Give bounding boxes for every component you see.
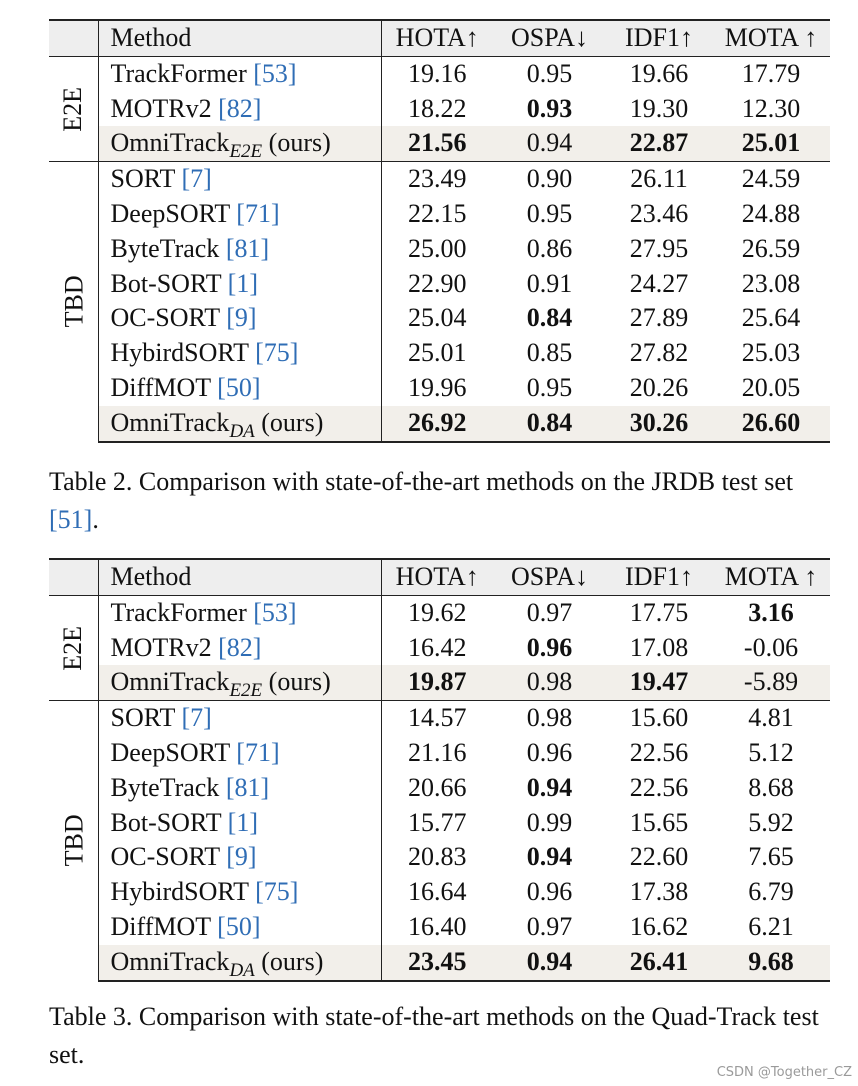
group-label: TBD [59, 814, 89, 867]
group-header-cell [49, 559, 98, 595]
mota-value: 5.12 [748, 737, 794, 767]
idf1-value: 19.30 [629, 93, 689, 123]
table-row [49, 595, 830, 630]
method-cell [98, 126, 381, 161]
table-3-caption [49, 998, 839, 1074]
method-name: DeepSORT [110, 198, 237, 228]
ospa-value: 0.86 [526, 233, 573, 263]
mota-value: 25.64 [741, 303, 801, 333]
hota-value: 19.87 [408, 667, 467, 697]
ospa-value: 0.99 [526, 807, 573, 837]
table-3 [49, 558, 830, 982]
citation-link[interactable]: [9] [226, 303, 257, 333]
mota-value: 5.92 [748, 807, 794, 837]
method-name: SORT [110, 164, 182, 194]
caption-text: Table 3. Comparison with state-of-the-art methods on the Quad-Track test set. [49, 1002, 819, 1069]
column-header-mota: MOTA ↑ [712, 20, 830, 56]
hota-value: 21.56 [408, 128, 467, 158]
idf1-value: 22.56 [629, 772, 689, 802]
table-row [49, 232, 830, 267]
ospa-value: 0.94 [526, 128, 573, 158]
citation-link[interactable]: [1] [227, 807, 258, 837]
ospa-value: 0.85 [526, 338, 573, 368]
method-name: OC-SORT [110, 842, 227, 872]
citation-link[interactable]: [7] [181, 164, 212, 194]
mota-value: 17.79 [741, 58, 801, 88]
citation-link[interactable]: [50] [217, 911, 261, 941]
hota-value: 15.77 [408, 807, 467, 837]
citation-link[interactable]: [82] [218, 632, 262, 662]
group-tbd [49, 701, 830, 981]
citation-link[interactable]: [81] [225, 772, 270, 802]
method-name: ByteTrack [110, 233, 226, 263]
table-row [49, 126, 830, 161]
hota-value: 20.66 [408, 772, 467, 802]
group-e2e [49, 595, 830, 700]
method-cell [98, 840, 381, 875]
ospa-value: 0.84 [493, 406, 606, 442]
method-name: MOTRv2 [110, 632, 219, 662]
hota-value: 14.57 [381, 701, 493, 736]
table-row [49, 371, 830, 406]
ospa-value: 0.95 [526, 58, 573, 88]
mota-value: -0.06 [743, 632, 799, 662]
mota-value: 6.79 [748, 877, 794, 907]
method-suffix: (ours) [262, 667, 331, 697]
citation-link[interactable]: [7] [181, 703, 212, 733]
ospa-value: 0.95 [526, 372, 573, 402]
method-name: HybirdSORT [110, 877, 256, 907]
citation-link[interactable]: [51] [49, 505, 93, 534]
group-tbd [49, 162, 830, 442]
hota-value: 21.16 [408, 737, 467, 767]
citation-link[interactable]: [9] [226, 842, 257, 872]
caption-text: . [92, 505, 99, 534]
ospa-value: 0.90 [493, 162, 606, 197]
idf1-value: 19.66 [629, 58, 689, 88]
citation-link[interactable]: [81] [225, 233, 270, 263]
hota-value: 22.90 [408, 268, 467, 298]
table-row [49, 771, 830, 806]
ospa-value: 0.96 [526, 632, 573, 662]
hota-value: 25.01 [408, 338, 467, 368]
method-name: ByteTrack [110, 772, 226, 802]
method-name: Bot-SORT [110, 807, 228, 837]
method-name: OmniTrack [110, 946, 230, 976]
table-row [49, 910, 830, 945]
ospa-value: 0.94 [526, 842, 573, 872]
table-row [49, 631, 830, 666]
ospa-value: 0.93 [526, 93, 573, 123]
hota-value: 23.49 [381, 162, 493, 197]
hota-value: 26.92 [381, 406, 493, 442]
table-row [49, 336, 830, 371]
group-label-cell [49, 56, 98, 161]
group-label: TBD [59, 275, 89, 328]
idf1-value: 26.11 [606, 162, 712, 197]
column-header-idf1: IDF1↑ [606, 559, 712, 595]
idf1-value: 17.38 [629, 877, 689, 907]
table-row [49, 840, 830, 875]
idf1-value: 22.56 [629, 737, 689, 767]
method-cell [98, 910, 381, 945]
method-cell [98, 945, 381, 981]
table-row [49, 56, 830, 91]
table-2-caption [49, 463, 839, 539]
method-cell [98, 56, 381, 91]
table-row [49, 162, 830, 197]
method-subscript: E2E [229, 680, 263, 702]
method-subscript: DA [229, 420, 255, 442]
caption-text: Table 2. Comparison with state-of-the-art methods on the JRDB test set [49, 467, 794, 496]
idf1-value: 30.26 [606, 406, 712, 442]
method-cell [98, 631, 381, 666]
table-row [49, 806, 830, 841]
idf1-value: 22.87 [629, 128, 689, 158]
method-subscript: DA [229, 959, 255, 981]
method-cell [98, 406, 381, 442]
citation-link[interactable]: [71] [236, 198, 280, 228]
results-table [49, 19, 830, 443]
column-header-mota: MOTA ↑ [712, 559, 830, 595]
citation-link[interactable]: [53] [253, 597, 297, 627]
mota-value: 26.59 [741, 233, 801, 263]
table-row [49, 665, 830, 700]
method-name: OmniTrack [110, 667, 230, 697]
citation-link[interactable]: [82] [218, 93, 262, 123]
ospa-value: 0.98 [526, 667, 573, 697]
citation-link[interactable]: [53] [253, 58, 297, 88]
hota-value: 23.45 [381, 945, 493, 981]
method-cell [98, 162, 381, 197]
method-cell [98, 595, 381, 630]
citation-link[interactable]: [1] [227, 268, 258, 298]
mota-value: 8.68 [748, 772, 794, 802]
method-cell [98, 232, 381, 267]
group-label: E2E [57, 86, 87, 132]
method-cell [98, 701, 381, 736]
idf1-value: 27.95 [629, 233, 689, 263]
mota-value: 4.81 [712, 701, 830, 736]
column-header-hota: HOTA↑ [381, 20, 493, 56]
ospa-value: 0.95 [526, 198, 573, 228]
mota-value: 20.05 [741, 372, 801, 402]
watermark: CSDN @Together_CZ [716, 1065, 852, 1080]
hota-value: 19.62 [408, 597, 467, 627]
table-row [49, 92, 830, 127]
mota-value: 25.01 [741, 128, 801, 158]
method-cell [98, 771, 381, 806]
hota-value: 16.64 [408, 877, 467, 907]
hota-value: 20.83 [408, 842, 467, 872]
table-2 [49, 19, 830, 443]
mota-value: 24.88 [741, 198, 801, 228]
idf1-value: 15.60 [606, 701, 712, 736]
table-row [49, 406, 830, 442]
mota-value: 7.65 [748, 842, 794, 872]
ospa-value: 0.94 [493, 945, 606, 981]
table-row [49, 945, 830, 981]
idf1-value: 15.65 [629, 807, 689, 837]
table-row [49, 197, 830, 232]
hota-value: 25.04 [408, 303, 467, 333]
method-name: DiffMOT [110, 372, 218, 402]
citation-link[interactable]: [71] [236, 737, 280, 767]
hota-value: 19.96 [408, 372, 467, 402]
column-header-hota: HOTA↑ [381, 559, 493, 595]
idf1-value: 22.60 [629, 842, 689, 872]
citation-link[interactable]: [75] [255, 877, 299, 907]
table-row [49, 301, 830, 336]
idf1-value: 20.26 [629, 372, 689, 402]
hota-value: 22.15 [408, 198, 467, 228]
method-cell [98, 267, 381, 302]
group-label-cell [49, 162, 98, 442]
method-name: MOTRv2 [110, 93, 219, 123]
hota-value: 19.16 [408, 58, 467, 88]
method-cell [98, 806, 381, 841]
ospa-value: 0.98 [493, 701, 606, 736]
method-name: OmniTrack [110, 128, 230, 158]
mota-value: 3.16 [748, 597, 794, 627]
idf1-value: 27.89 [629, 303, 689, 333]
citation-link[interactable]: [75] [255, 338, 299, 368]
method-name: HybirdSORT [110, 338, 256, 368]
ospa-value: 0.84 [526, 303, 573, 333]
hota-value: 25.00 [408, 233, 467, 263]
method-cell [98, 301, 381, 336]
column-header-method: Method [98, 559, 381, 595]
column-header-ospa: OSPA↓ [493, 559, 606, 595]
ospa-value: 0.96 [526, 877, 573, 907]
hota-value: 18.22 [408, 93, 467, 123]
idf1-value: 24.27 [629, 268, 689, 298]
group-header-cell [49, 20, 98, 56]
idf1-value: 23.46 [629, 198, 689, 228]
table-row [49, 736, 830, 771]
table-row [49, 875, 830, 910]
mota-value: 9.68 [712, 945, 830, 981]
group-label-cell [49, 595, 98, 700]
header-row [49, 20, 830, 56]
header-row [49, 559, 830, 595]
mota-value: -5.89 [743, 667, 799, 697]
idf1-value: 26.41 [606, 945, 712, 981]
method-subscript: E2E [229, 141, 263, 163]
method-name: SORT [110, 703, 182, 733]
group-e2e [49, 56, 830, 161]
citation-link[interactable]: [50] [217, 372, 261, 402]
method-suffix: (ours) [262, 128, 331, 158]
column-header-idf1: IDF1↑ [606, 20, 712, 56]
table-row [49, 701, 830, 736]
ospa-value: 0.94 [526, 772, 573, 802]
mota-value: 24.59 [712, 162, 830, 197]
method-cell [98, 197, 381, 232]
method-name: TrackFormer [110, 58, 254, 88]
method-name: TrackFormer [110, 597, 254, 627]
mota-value: 26.60 [712, 406, 830, 442]
method-cell [98, 336, 381, 371]
idf1-value: 16.62 [629, 911, 689, 941]
idf1-value: 27.82 [629, 338, 689, 368]
ospa-value: 0.97 [526, 911, 573, 941]
mota-value: 6.21 [748, 911, 794, 941]
method-suffix: (ours) [254, 946, 324, 976]
hota-value: 16.42 [408, 632, 467, 662]
idf1-value: 17.08 [629, 632, 689, 662]
method-name: Bot-SORT [110, 268, 228, 298]
mota-value: 25.03 [741, 338, 801, 368]
method-cell [98, 92, 381, 127]
method-cell [98, 665, 381, 700]
column-header-ospa: OSPA↓ [493, 20, 606, 56]
method-cell [98, 371, 381, 406]
method-name: DiffMOT [110, 911, 218, 941]
results-table [49, 558, 830, 982]
hota-value: 16.40 [408, 911, 467, 941]
mota-value: 23.08 [741, 268, 801, 298]
ospa-value: 0.96 [526, 737, 573, 767]
idf1-value: 19.47 [629, 667, 689, 697]
table-row [49, 267, 830, 302]
column-header-method: Method [98, 20, 381, 56]
method-cell [98, 736, 381, 771]
method-suffix: (ours) [254, 407, 324, 437]
method-name: DeepSORT [110, 737, 237, 767]
method-name: OmniTrack [110, 407, 230, 437]
method-name: OC-SORT [110, 303, 227, 333]
ospa-value: 0.97 [526, 597, 573, 627]
ospa-value: 0.91 [526, 268, 573, 298]
mota-value: 12.30 [741, 93, 801, 123]
idf1-value: 17.75 [629, 597, 689, 627]
group-label-cell [49, 701, 98, 981]
group-label: E2E [57, 625, 87, 671]
method-cell [98, 875, 381, 910]
